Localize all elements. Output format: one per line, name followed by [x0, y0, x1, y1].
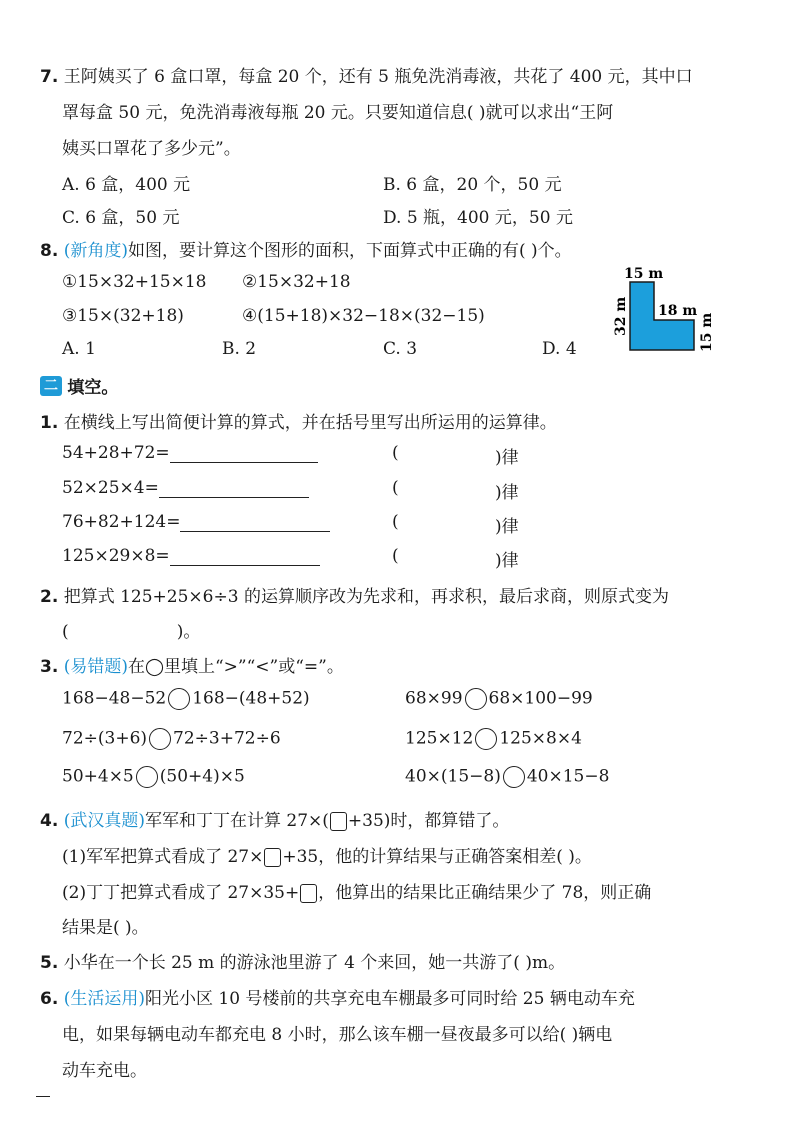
formula-2: ②15×32+18	[242, 272, 351, 292]
compare-circle[interactable]	[149, 728, 171, 750]
part1-text-b: +35，他的计算结果与正确答案相差( )。	[282, 847, 592, 867]
question-text: 在横线上写出简便计算的算式，并在括号里写出所运用的运算律。	[63, 413, 557, 433]
compare-right: (50+4)×5	[159, 766, 245, 787]
question-tag: (新角度)	[63, 241, 128, 261]
question-number: 2.	[40, 587, 59, 607]
blank-box[interactable]	[300, 884, 317, 903]
question-number: 3.	[40, 657, 59, 677]
l-shape-svg	[610, 264, 720, 360]
question-number: 7.	[40, 67, 59, 87]
option-d: D. 4	[542, 339, 577, 359]
answer-line[interactable]	[170, 444, 318, 463]
option-b: B. 2	[222, 339, 257, 359]
section-header	[40, 373, 118, 398]
fill-question-4-part2	[62, 878, 651, 903]
blank-box[interactable]	[264, 848, 281, 867]
law-suffix: )律	[495, 448, 519, 468]
question-8	[40, 236, 572, 261]
compare-left: 168−48−52	[62, 688, 167, 709]
compare-circle[interactable]	[503, 766, 525, 788]
compare-item	[405, 728, 582, 750]
option-a: A. 1	[62, 339, 96, 359]
option-c: C. 3	[383, 339, 418, 359]
formula-1: ①15×32+15×18	[62, 272, 207, 292]
answer-line[interactable]	[180, 513, 330, 532]
option-b: B. 6 盒，20 个，50 元	[383, 175, 562, 195]
compare-left: 72÷(3+6)	[62, 728, 148, 749]
question-number: 6.	[40, 989, 59, 1009]
paren-open: (	[392, 512, 399, 532]
fill-question-6-line2: 电，如果每辆电动车都充电 8 小时，那么该车棚一昼夜最多可以给( )辆电	[62, 1025, 613, 1045]
fill-question-3	[40, 652, 344, 677]
fill-question-1	[40, 408, 557, 433]
compare-left: 40×(15−8)	[405, 766, 501, 787]
fill-row	[62, 546, 320, 566]
expression: 52×25×4=	[62, 478, 159, 498]
compare-item	[62, 688, 310, 710]
question-number: 4.	[40, 811, 59, 831]
label-left: 32 m	[613, 296, 629, 336]
question-text: 王阿姨买了 6 盒口罩，每盒 20 个，还有 5 瓶免洗消毒液，共花了 400 元，其中口	[63, 67, 693, 87]
question-7	[40, 62, 693, 87]
compare-left: 68×99	[405, 688, 463, 709]
blank-box[interactable]	[330, 812, 347, 831]
paren-open: (	[392, 546, 399, 566]
compare-item	[405, 766, 609, 788]
fill-row	[62, 443, 318, 463]
compare-circle[interactable]	[168, 688, 190, 710]
question-tag: (生活运用)	[63, 989, 145, 1009]
paren-open: (	[392, 443, 399, 463]
question-number: 5.	[40, 953, 59, 973]
fill-question-6	[40, 984, 635, 1009]
question-text: 把算式 125+25×6÷3 的运算顺序改为先求和，再求积，最后求商，则原式变为	[63, 587, 669, 607]
option-c: C. 6 盒，50 元	[62, 208, 180, 228]
formula-4: ④(15+18)×32−18×(32−15)	[242, 306, 485, 326]
compare-item	[62, 728, 281, 750]
fill-question-4-part1	[62, 842, 592, 867]
compare-left: 50+4×5	[62, 766, 134, 787]
compare-right: 72÷3+72÷6	[173, 728, 281, 749]
question-text: 在◯里填上“>”“<”或“=”。	[127, 657, 344, 677]
label-inner: 18 m	[658, 303, 698, 319]
question-text: 小华在一个长 25 m 的游泳池里游了 4 个来回，她一共游了( )m。	[63, 953, 566, 973]
law-suffix: )律	[495, 517, 519, 537]
section-title: 填空。	[67, 378, 119, 398]
fill-question-5	[40, 948, 565, 973]
law-suffix: )律	[495, 551, 519, 571]
option-a: A. 6 盒，400 元	[62, 175, 191, 195]
question-text: 如图，要计算这个图形的面积，下面算式中正确的有( )个。	[127, 241, 572, 261]
compare-left: 125×12	[405, 728, 474, 749]
part2-text-b: ，他算出的结果比正确结果少了 78，则正确	[318, 883, 652, 903]
label-right: 15 m	[699, 312, 715, 352]
fill-question-2-line2: ( )。	[62, 622, 201, 642]
compare-circle[interactable]	[475, 728, 497, 750]
fill-row	[62, 478, 309, 498]
question-tag: (武汉真题)	[63, 811, 145, 831]
question-text-b: +35)时，都算错了。	[347, 811, 510, 831]
compare-circle[interactable]	[136, 766, 158, 788]
part2-text-a: (2)丁丁把算式看成了 27×35+	[62, 883, 300, 903]
question-tag: (易错题)	[63, 657, 128, 677]
page-edge-mark	[36, 1096, 50, 1097]
answer-line[interactable]	[170, 547, 320, 566]
label-top: 15 m	[624, 266, 664, 282]
l-shape-figure	[610, 264, 720, 360]
fill-question-6-line3: 动车充电。	[62, 1061, 147, 1081]
compare-item	[405, 688, 593, 710]
expression: 54+28+72=	[62, 443, 170, 463]
part1-text-a: (1)军军把算式看成了 27×	[62, 847, 264, 867]
question-text: 阳光小区 10 号楼前的共享充电车棚最多可同时给 25 辆电动车充	[144, 989, 635, 1009]
paren-open: (	[392, 478, 399, 498]
question-text-a: 军军和丁丁在计算 27×(	[144, 811, 329, 831]
fill-question-2	[40, 582, 669, 607]
section-badge: 二	[40, 376, 62, 396]
fill-row	[62, 512, 330, 532]
compare-right: 125×8×4	[499, 728, 582, 749]
formula-3: ③15×(32+18)	[62, 306, 184, 326]
answer-line[interactable]	[159, 479, 309, 498]
question-7-line2: 罩每盒 50 元，免洗消毒液每瓶 20 元。只要知道信息( )就可以求出“王阿	[62, 103, 614, 123]
law-suffix: )律	[495, 483, 519, 503]
compare-circle[interactable]	[465, 688, 487, 710]
compare-right: 168−(48+52)	[192, 688, 310, 709]
expression: 76+82+124=	[62, 512, 181, 532]
question-number: 1.	[40, 413, 59, 433]
option-d: D. 5 瓶，400 元，50 元	[383, 208, 573, 228]
fill-question-4	[40, 806, 509, 831]
compare-right: 68×100−99	[488, 688, 593, 709]
compare-item	[62, 766, 245, 788]
compare-right: 40×15−8	[526, 766, 610, 787]
question-number: 8.	[40, 241, 59, 261]
question-7-line3: 姨买口罩花了多少元”。	[62, 139, 241, 159]
fill-question-4-part2-line2: 结果是( )。	[62, 918, 149, 938]
expression: 125×29×8=	[62, 546, 170, 566]
